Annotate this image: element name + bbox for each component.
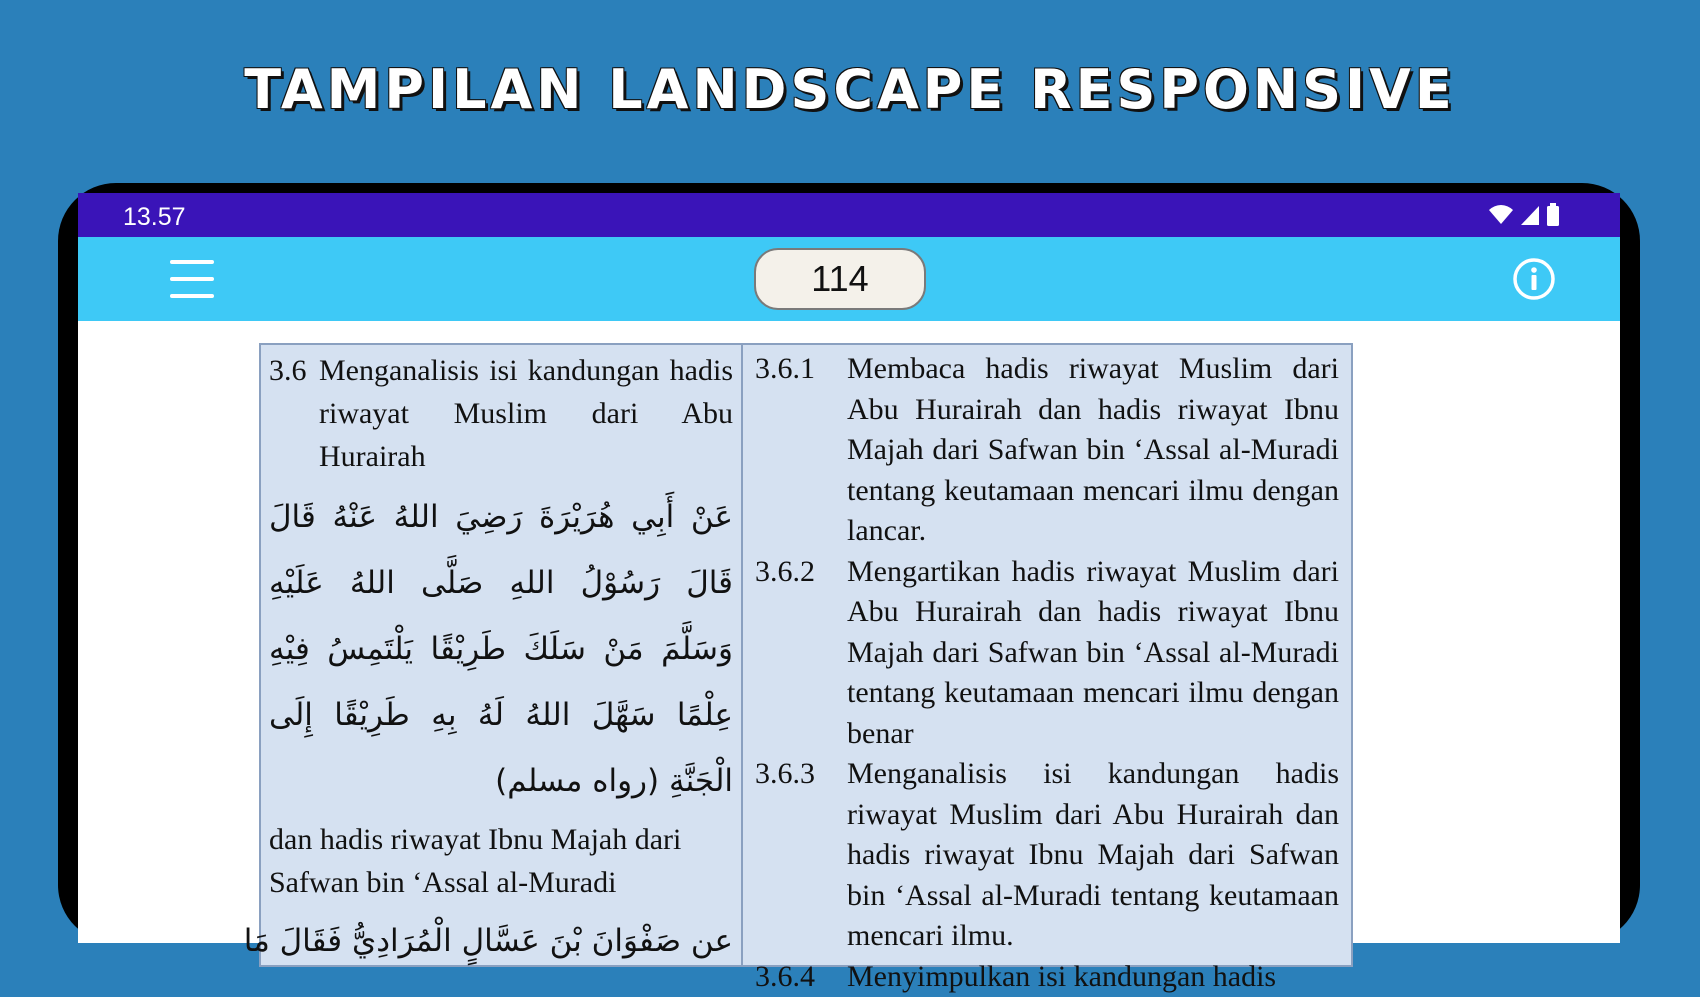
heading-number: 3.6 [269, 349, 319, 478]
status-bar [78, 193, 1620, 237]
info-icon[interactable] [1512, 257, 1556, 301]
hamburger-menu-icon[interactable] [170, 257, 214, 301]
arabic-hadith-muslim: عَنْ أَبِي هُرَيْرَةَ رَضِيَ اللهُ عَنْهُ قَالَ قَالَ رَسُوْلُ اللهِ صَلَّى اللهُ عَلَيْهِ وَسَلَّمَ مَنْ سَلَكَ طَرِيْقًا يَلْتَمِسُ فِيْهِ عِلْمًا سَهَّلَ اللهُ لَهُ بِهِ طَرِيْقًا إِلَى الْجَنَّةِ (رواه مسلم) [269, 484, 733, 814]
objective-number: 3.6.2 [755, 552, 805, 755]
battery-icon [1546, 203, 1560, 227]
status-time: 13.57 [123, 203, 186, 232]
phone-frame [58, 183, 1640, 943]
objective-item [755, 754, 1339, 957]
page-number-field[interactable]: 114 [754, 248, 926, 310]
arabic-hadith-ibnu-majah: عن صَفْوَانَ بْنَ عَسَّالٍ الْمُرَادِيُّ فَقَالَ مَا [269, 908, 733, 974]
objective-item [755, 552, 1339, 755]
wifi-icon [1488, 204, 1514, 226]
signal-icon [1520, 204, 1540, 226]
objective-number: 3.6.1 [755, 349, 805, 552]
competency-table [259, 343, 1353, 967]
status-icons [1488, 203, 1560, 227]
objective-number: 3.6.3 [755, 754, 805, 957]
app-screen [78, 193, 1620, 943]
objective-item [755, 957, 1339, 997]
banner-title: TAMPILAN LANDSCAPE RESPONSIVE [0, 58, 1700, 121]
competency-heading [269, 349, 733, 478]
objective-number: 3.6.4 [755, 957, 805, 997]
objective-text: Menganalisis isi kandungan hadis riwayat Muslim dari Abu Hurairah dan hadis riwayat Ibnu Majah dari Safwan bin ‘Assal al-Muradi tentang keutamaan mencari ilmu. [805, 754, 1339, 957]
left-column [261, 345, 743, 965]
objective-text: Menyimpulkan isi kandungan hadis [805, 957, 1339, 997]
right-column [743, 345, 1351, 965]
book-page-view[interactable] [78, 321, 1620, 943]
objective-text: Mengartikan hadis riwayat Muslim dari Abu Hurairah dan hadis riwayat Ibnu Majah dari Safwan bin ‘Assal al-Muradi tentang keutamaan mencari ilmu dengan benar [805, 552, 1339, 755]
heading-text: Menganalisis isi kandungan hadis riwayat Muslim dari Abu Hurairah [319, 349, 733, 478]
objective-text: Membaca hadis riwayat Muslim dari Abu Hurairah dan hadis riwayat Ibnu Majah dari Safwan bin ‘Assal al-Muradi tentang keutamaan mencari ilmu dengan lancar. [805, 349, 1339, 552]
hadith-source-text: dan hadis riwayat Ibnu Majah dari Safwan bin ‘Assal al-Muradi [269, 818, 733, 904]
app-bar [78, 237, 1620, 321]
objective-item [755, 349, 1339, 552]
